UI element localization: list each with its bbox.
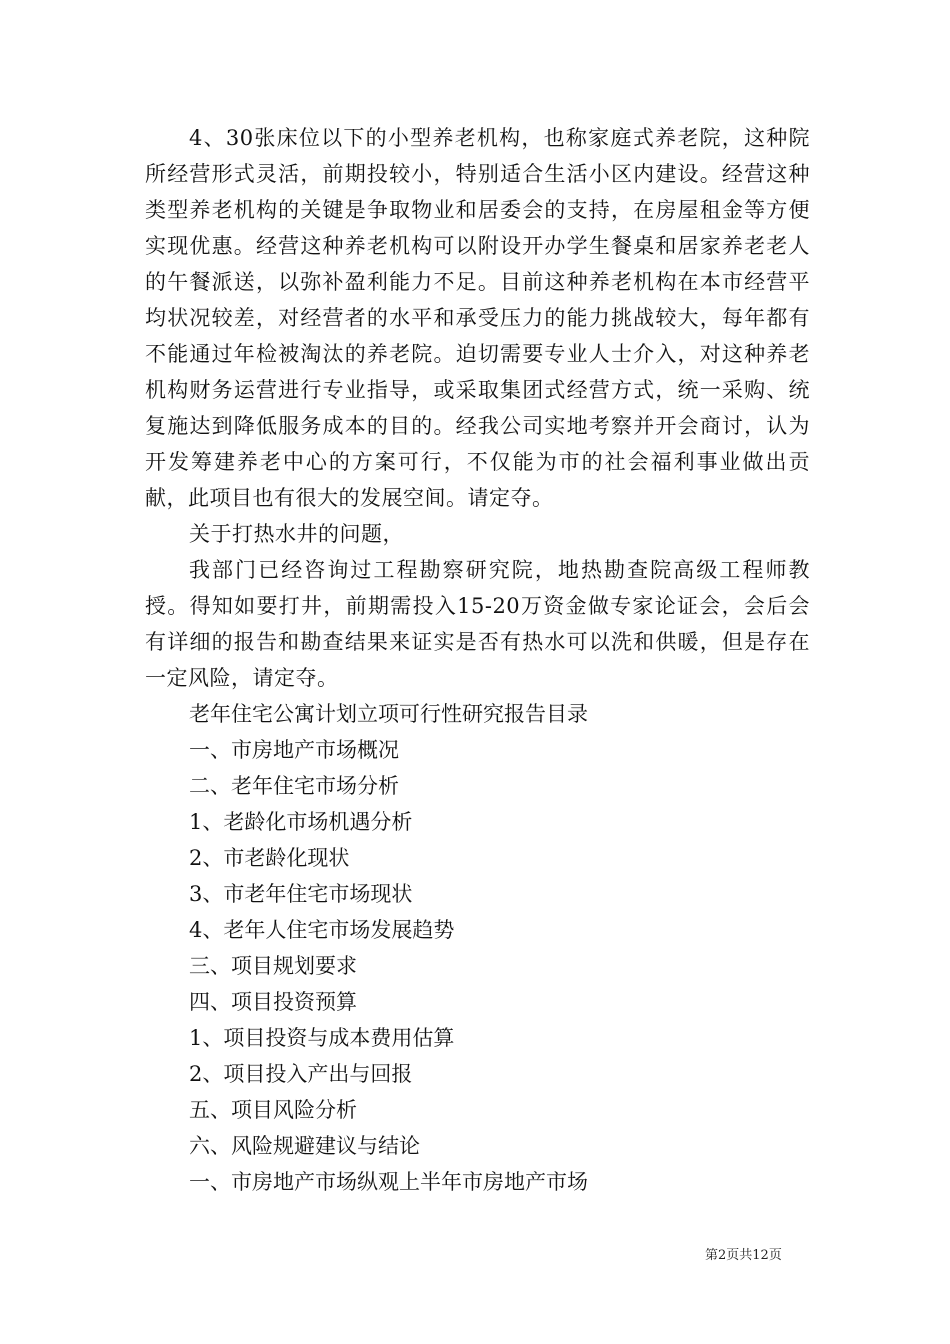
toc-item: 1、项目投资与成本费用估算 <box>189 1026 455 1050</box>
toc-item: 一、市房地产市场概况 <box>189 738 399 762</box>
toc-item: 1、老龄化市场机遇分析 <box>189 810 413 834</box>
paragraph-hot-water-well-detail: 我部门已经咨询过工程勘察研究院，地热勘查院高级工程师教授。得知如要打井，前期需投入15-20万资金做专家论证会，会后会有详细的报告和勘查结果来证实是否有热水可以洗和供暖，但是存在一定风险，请定夺。 <box>145 558 810 690</box>
page-number-footer: 第2页共12页 <box>705 1248 782 1263</box>
toc-item: 一、市房地产市场纵观上半年市房地产市场 <box>189 1170 588 1194</box>
table-of-contents <box>145 732 810 1200</box>
paragraph-small-nursing-homes: 4、30张床位以下的小型养老机构，也称家庭式养老院，这种院所经营形式灵活，前期投较小，特别适合生活小区内建设。经营这种类型养老机构的关键是争取物业和居委会的支持，在房屋租金等方便实现优惠。经营这种养老机构可以附设开办学生餐桌和居家养老老人的午餐派送，以弥补盈利能力不足。目前这种养老机构在本市经营平均状况较差，对经营者的水平和承受压力的能力挑战较大，每年都有不能通过年检被淘汰的养老院。迫切需要专业人士介入，对这种养老机构财务运营进行专业指导，或采取集团式经营方式，统一采购、统复施达到降低服务成本的目的。经我公司实地考察并开会商讨，认为开发筹建养老中心的方案可行，不仅能为市的社会福利事业做出贡献，此项目也有很大的发展空间。请定夺。 <box>145 126 810 510</box>
toc-item: 五、项目风险分析 <box>189 1098 357 1122</box>
toc-item: 三、项目规划要求 <box>189 954 357 978</box>
document-body <box>145 120 810 1200</box>
toc-item: 二、老年住宅市场分析 <box>189 774 399 798</box>
toc-item: 四、项目投资预算 <box>189 990 357 1014</box>
toc-item: 六、风险规避建议与结论 <box>189 1134 420 1158</box>
toc-item: 3、市老年住宅市场现状 <box>189 882 413 906</box>
toc-item: 2、市老龄化现状 <box>189 846 350 870</box>
toc-item: 4、老年人住宅市场发展趋势 <box>189 918 455 942</box>
paragraph-hot-water-well-heading: 关于打热水井的问题， <box>189 522 404 546</box>
toc-item: 2、项目投入产出与回报 <box>189 1062 413 1086</box>
toc-title: 老年住宅公寓计划立项可行性研究报告目录 <box>189 702 588 726</box>
